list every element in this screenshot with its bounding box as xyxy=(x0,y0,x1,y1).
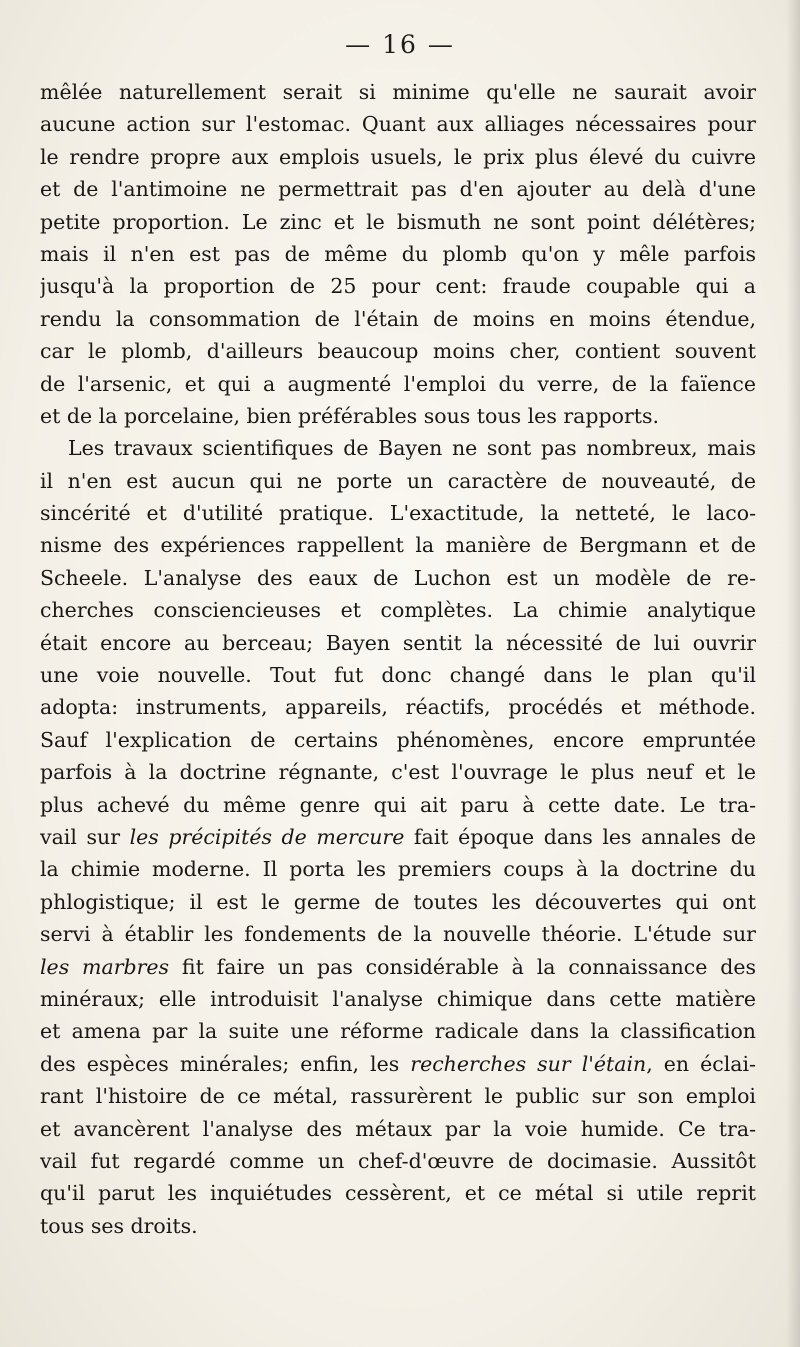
text-segment: le rendre propre aux emplois usuels, le prix plus élevé du cuivre xyxy=(40,144,756,169)
text-segment: Sauf l'explication de certains phénomènes, encore empruntée xyxy=(40,727,756,752)
text-line xyxy=(40,594,756,626)
text-line xyxy=(40,1145,756,1177)
text-segment: vail fut regardé comme un chef-d'œuvre de docimasie. Aussitôt xyxy=(40,1148,756,1173)
text-line xyxy=(40,1080,756,1112)
text-line xyxy=(40,659,756,691)
text-segment: Scheele. L'analyse des eaux de Luchon est un modèle de re- xyxy=(40,565,756,590)
text-segment: parfois à la doctrine régnante, c'est l'ouvrage le plus neuf et le xyxy=(40,760,756,785)
text-line xyxy=(40,270,756,302)
text-segment: cherches consciencieuses et complètes. La chimie analytique xyxy=(40,598,756,623)
text-line xyxy=(40,400,756,432)
italic-title: les précipités de mercure xyxy=(129,824,405,849)
text-line xyxy=(40,206,756,238)
text-line xyxy=(40,789,756,821)
text-line xyxy=(40,1048,756,1080)
text-line xyxy=(40,627,756,659)
text-line xyxy=(40,853,756,885)
text-line xyxy=(40,951,756,983)
text-line xyxy=(40,756,756,788)
text-segment: plus achevé du même genre qui ait paru à cette date. Le tra- xyxy=(40,792,756,817)
text-line xyxy=(40,1113,756,1145)
text-line xyxy=(40,173,756,205)
text-segment: Les travaux scientifiques de Bayen ne sont pas nombreux, mais xyxy=(68,436,756,461)
text-line xyxy=(40,886,756,918)
text-segment: aucune action sur l'estomac. Quant aux alliages nécessaires pour xyxy=(40,112,756,137)
text-segment: des espèces minérales; enfin, les xyxy=(40,1051,411,1076)
text-line xyxy=(40,821,756,853)
text-line xyxy=(40,303,756,335)
text-segment: petite proportion. Le zinc et le bismuth ne sont point délétères; xyxy=(40,209,756,234)
text-segment: rant l'histoire de ce métal, rassurèrent le public sur son emploi xyxy=(40,1084,756,1109)
text-segment: servi à établir les fondements de la nouvelle théorie. L'étude sur xyxy=(40,922,756,947)
text-segment: phlogistique; il est le germe de toutes les découvertes qui ont xyxy=(40,889,756,914)
text-segment: la chimie moderne. Il porta les premiers coups à la doctrine du xyxy=(40,857,756,882)
text-line xyxy=(40,368,756,400)
text-segment: et de la porcelaine, bien préférables sous tous les rapports. xyxy=(40,403,660,428)
text-line xyxy=(40,141,756,173)
text-segment: et avancèrent l'analyse des métaux par la voie humide. Ce tra- xyxy=(40,1116,756,1141)
body-text xyxy=(40,76,756,1242)
text-segment: et de l'antimoine ne permettrait pas d'en ajouter au delà d'une xyxy=(40,177,756,202)
text-segment: sincérité et d'utilité pratique. L'exactitude, la netteté, le laco- xyxy=(40,501,756,526)
page-edge-shadow xyxy=(786,0,800,1347)
text-segment: rendu la consommation de l'étain de moins en moins étendue, xyxy=(40,306,756,331)
text-line xyxy=(40,497,756,529)
text-segment: tous ses droits. xyxy=(40,1213,198,1238)
text-segment: il n'en est aucun qui ne porte un caractère de nouveauté, de xyxy=(40,468,756,493)
text-segment: car le plomb, d'ailleurs beaucoup moins cher, contient souvent xyxy=(40,339,756,364)
italic-title: les marbres xyxy=(40,954,170,979)
text-segment: de l'arsenic, et qui a augmenté l'emploi du verre, de la faïence xyxy=(40,371,756,396)
text-line xyxy=(40,76,756,108)
text-segment: une voie nouvelle. Tout fut donc changé dans le plan qu'il xyxy=(40,663,756,688)
text-line xyxy=(40,562,756,594)
text-line xyxy=(40,691,756,723)
text-line xyxy=(40,529,756,561)
text-segment: qu'il parut les inquiétudes cessèrent, et ce métal si utile reprit xyxy=(40,1181,756,1206)
text-line xyxy=(40,1015,756,1047)
text-line xyxy=(40,724,756,756)
text-line xyxy=(40,983,756,1015)
text-line xyxy=(40,432,756,464)
text-line xyxy=(40,465,756,497)
page-number: — 16 — xyxy=(345,30,455,59)
text-segment: mêlée naturellement serait si minime qu'elle ne saurait avoir xyxy=(40,80,756,104)
text-segment: nisme des expériences rappellent la manière de Bergmann et de xyxy=(40,533,756,558)
text-segment: fit faire un pas considérable à la connaissance des xyxy=(169,954,756,979)
text-segment: et amena par la suite une réforme radicale dans la classification xyxy=(40,1019,756,1044)
text-line xyxy=(40,918,756,950)
italic-title: recherches sur l'étain xyxy=(410,1051,647,1076)
text-segment: mais il n'en est pas de même du plomb qu'on y mêle parfois xyxy=(40,241,756,266)
text-segment: minéraux; elle introduisit l'analyse chimique dans cette matière xyxy=(40,986,756,1011)
text-segment: , en éclai- xyxy=(646,1051,756,1076)
text-line xyxy=(40,335,756,367)
text-line xyxy=(40,108,756,140)
text-line xyxy=(40,1210,756,1242)
text-segment: adopta: instruments, appareils, réactifs, procédés et méthode. xyxy=(40,695,756,720)
text-segment: jusqu'à la proportion de 25 pour cent: fraude coupable qui a xyxy=(40,274,756,299)
text-segment: vail sur xyxy=(40,824,130,849)
text-segment: fait époque dans les annales de xyxy=(404,824,756,849)
text-line xyxy=(40,238,756,270)
text-line xyxy=(40,1177,756,1209)
text-segment: était encore au berceau; Bayen sentit la nécessité de lui ouvrir xyxy=(40,630,756,655)
